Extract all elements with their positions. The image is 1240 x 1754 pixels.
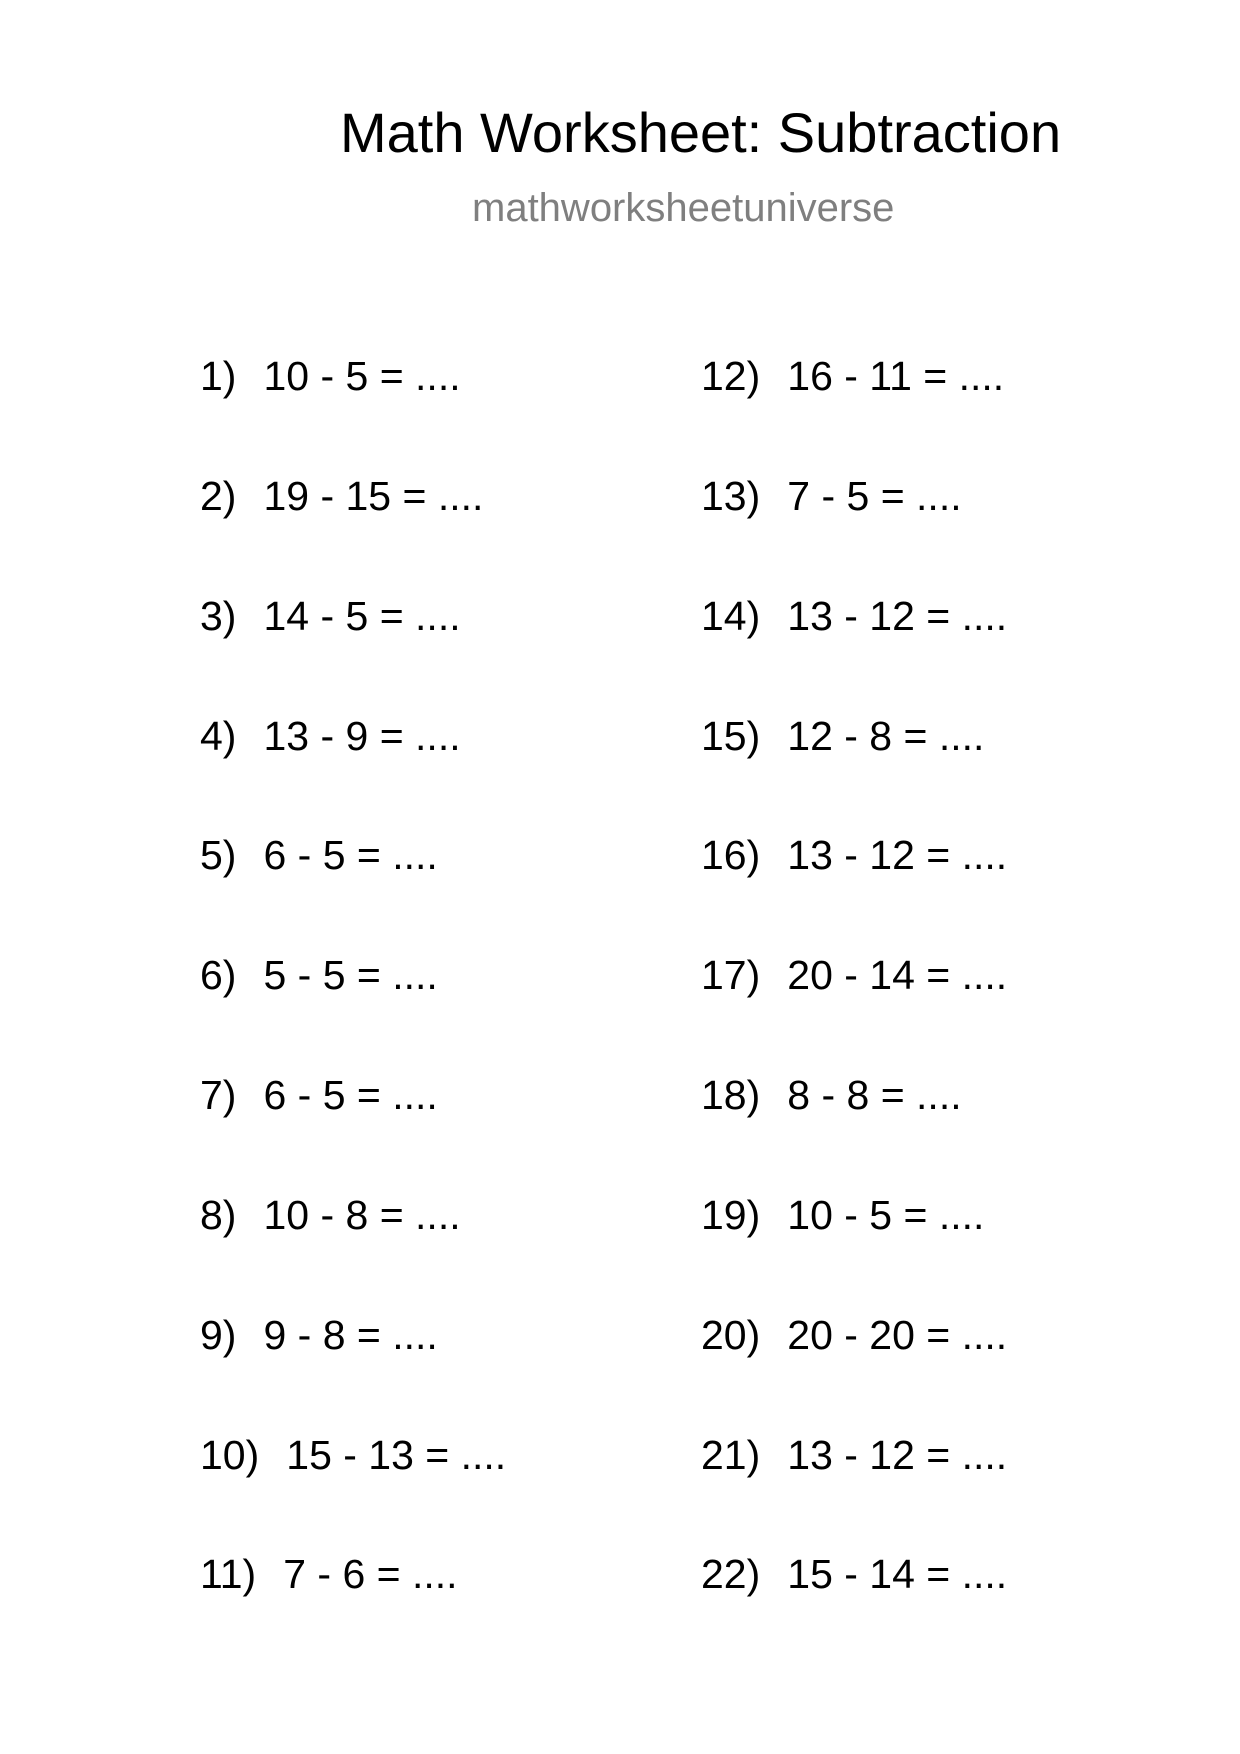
problem-number: 14) bbox=[701, 593, 761, 639]
problem-item bbox=[200, 1311, 438, 1359]
problem-item bbox=[200, 712, 461, 760]
problem-expression: 14 - 5 = .... bbox=[263, 593, 461, 639]
page-title: Math Worksheet: Subtraction bbox=[340, 101, 1062, 164]
problem-item bbox=[701, 592, 1007, 640]
problem-item bbox=[701, 1191, 984, 1239]
problem-item bbox=[701, 712, 984, 760]
problem-number: 8) bbox=[200, 1192, 237, 1238]
problem-number: 1) bbox=[200, 353, 237, 399]
problem-item bbox=[200, 1191, 461, 1239]
problem-expression: 10 - 5 = .... bbox=[787, 1192, 985, 1238]
problem-number: 4) bbox=[200, 713, 237, 759]
problem-expression: 9 - 8 = .... bbox=[263, 1312, 438, 1358]
problem-expression: 13 - 12 = .... bbox=[787, 593, 1008, 639]
problem-number: 6) bbox=[200, 952, 237, 998]
problem-item bbox=[200, 592, 461, 640]
problem-number: 11) bbox=[200, 1551, 257, 1597]
problem-expression: 20 - 20 = .... bbox=[787, 1312, 1008, 1358]
problem-number: 2) bbox=[200, 473, 237, 519]
problem-expression: 6 - 5 = .... bbox=[263, 1072, 438, 1118]
problem-number: 15) bbox=[701, 713, 761, 759]
problem-expression: 6 - 5 = .... bbox=[263, 832, 438, 878]
problem-number: 10) bbox=[200, 1432, 260, 1478]
problem-item bbox=[701, 1431, 1007, 1479]
problem-item bbox=[701, 472, 962, 520]
problem-expression: 8 - 8 = .... bbox=[787, 1072, 962, 1118]
problem-expression: 19 - 15 = .... bbox=[263, 473, 484, 519]
problem-expression: 12 - 8 = .... bbox=[787, 713, 985, 759]
problem-item bbox=[200, 1550, 458, 1598]
problem-expression: 5 - 5 = .... bbox=[263, 952, 438, 998]
problem-item bbox=[701, 352, 1004, 400]
problem-number: 19) bbox=[701, 1192, 761, 1238]
problem-expression: 16 - 11 = .... bbox=[787, 353, 1005, 399]
problem-item bbox=[200, 1431, 506, 1479]
problem-number: 7) bbox=[200, 1072, 237, 1118]
problem-number: 5) bbox=[200, 832, 237, 878]
problem-expression: 7 - 5 = .... bbox=[787, 473, 962, 519]
problem-number: 20) bbox=[701, 1312, 761, 1358]
problem-number: 21) bbox=[701, 1432, 761, 1478]
problem-item bbox=[200, 951, 438, 999]
problem-number: 22) bbox=[701, 1551, 761, 1597]
problem-item bbox=[200, 1071, 438, 1119]
site-name: mathworksheetuniverse bbox=[472, 186, 895, 230]
problem-item bbox=[701, 1311, 1007, 1359]
problem-number: 3) bbox=[200, 593, 237, 639]
problem-number: 16) bbox=[701, 832, 761, 878]
problem-item bbox=[701, 1071, 962, 1119]
problem-expression: 15 - 13 = .... bbox=[286, 1432, 507, 1478]
problem-expression: 20 - 14 = .... bbox=[787, 952, 1008, 998]
problem-item bbox=[200, 472, 483, 520]
problem-expression: 13 - 12 = .... bbox=[787, 1432, 1008, 1478]
problem-number: 17) bbox=[701, 952, 761, 998]
problem-item bbox=[701, 951, 1007, 999]
problem-expression: 13 - 12 = .... bbox=[787, 832, 1008, 878]
problem-number: 13) bbox=[701, 473, 761, 519]
problem-item bbox=[200, 831, 438, 879]
problem-expression: 7 - 6 = .... bbox=[283, 1551, 458, 1597]
problem-number: 12) bbox=[701, 353, 761, 399]
problem-item bbox=[701, 1550, 1007, 1598]
problem-item bbox=[200, 352, 461, 400]
problem-expression: 13 - 9 = .... bbox=[263, 713, 461, 759]
problem-number: 18) bbox=[701, 1072, 761, 1118]
problem-expression: 10 - 5 = .... bbox=[263, 353, 461, 399]
problem-number: 9) bbox=[200, 1312, 237, 1358]
problem-item bbox=[701, 831, 1007, 879]
problem-expression: 10 - 8 = .... bbox=[263, 1192, 461, 1238]
problem-expression: 15 - 14 = .... bbox=[787, 1551, 1008, 1597]
